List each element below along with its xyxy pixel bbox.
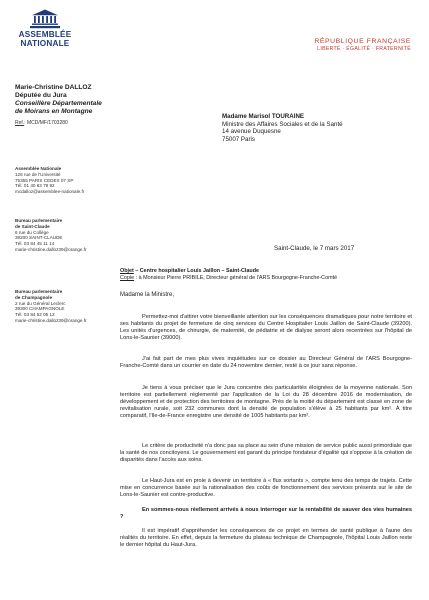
recipient-title: Ministre des Affaires Sociales et de la Santé: [222, 120, 343, 128]
sender-name: Marie-Christine DALLOZ: [15, 84, 92, 91]
body-paragraph: J'ai fait part de mes plus vives inquiétudes sur ce dossier au Directeur Général de l'ARS Bourgogne-Franche-Comté dans un courrier en date du 24 novembre dernier, resté à ce jour sans réponse.: [120, 356, 412, 370]
body-paragraph: Je tiens à vous préciser que le Jura concentre des particularités éloignées de la moyenne nationale. Son territoire est partiellement réglementé par l'application de la Loi du 28 décembre 2016 de modernisation, de développement et de protection des territoires de montagne. Près de la moitié du département est classé en zone de revitalisation rurale, soit 232 communes dont la densité de population s'élève à 25 habitants par km². À titre comparatif, l'Ile-de-France enregistre une densité de 1005 habitants par km².: [120, 385, 412, 420]
recipient-city: 75007 Paris: [222, 135, 256, 143]
assembly-address-line: 75355 PARIS CEDEX 07 SP: [15, 177, 74, 183]
copy-text: : à Monsieur Pierre PRIBILE, Directeur général de l'ARS Bourgogne-Franche-Comté: [134, 275, 338, 281]
sender-block: [15, 84, 102, 126]
office1-email: marie-christine.dalloz39@orange.fr: [15, 246, 87, 252]
salutation: Madame la Ministre,: [120, 292, 175, 298]
office2-title-place: de Champagnole: [15, 294, 53, 300]
office1-line: 6 rue du Collège: [15, 229, 49, 235]
assembly-address: [15, 166, 84, 195]
republic-motto-text: LIBERTÉ · ÉGALITÉ · FRATERNITÉ: [317, 46, 411, 52]
office1-title: Bureau parlementaire: [15, 218, 63, 223]
office-saint-claude: [15, 218, 87, 253]
sender-role-deputy: Députée du Jura: [15, 92, 67, 99]
reference: [15, 120, 102, 126]
office1-title-place: de Saint-Claude: [15, 223, 50, 229]
body-paragraph: Il est impératif d'appréhender les conséquences de ce projet en termes de santé publique à l'aune des réalités du territoire. En effet, depuis la fermeture du plateau technique de Champagnole, l'hôpital Louis Jaillon reste le dernier hôpital du Haut-Jura.: [120, 528, 412, 549]
assembly-email: mcdalloz@assemblee-nationale.fr: [15, 189, 85, 195]
office2-line: 2 rue du Général Leclerc: [15, 300, 66, 306]
body-paragraph: Permettez-moi d'attirer votre bienveillante attention sur les conséquences dramatiques pour notre territoire et ses habitants du projet de fermeture de cinq services du Centre Hospitalier Louis Jaillon de Saint-Claude (39200). Les unités d'urgences, de chirurgie, de maternité, de pédiatrie et de dialyse seront alors recentrées sur l'hôpital de Lons-le-Saunier (39000).: [120, 314, 412, 342]
body-paragraph: Le Haut-Jura est en proie à devenir un territoire à « flux sortants », compte tenu des temps de trajets. Cette mise en concurrence basée sur la rationalisation des coûts de fonctionnement des services présents sur le site de Lons-le-Saunier est contre-productive.: [120, 478, 412, 499]
assemblee-nationale-logo: [14, 8, 76, 48]
recipient-block: [222, 113, 343, 143]
logo-line2: NATIONALE: [20, 39, 70, 48]
assembly-phone: Tél. 01 40 63 79 92: [15, 183, 55, 189]
recipient-name: Madame Marisol TOURAINE: [222, 113, 305, 120]
recipient-street: 14 avenue Duquesne: [222, 128, 281, 136]
assembly-address-title: Assemblée Nationale: [15, 166, 62, 171]
copy-label: Copie: [120, 275, 135, 281]
reference-label: Ref.: [15, 120, 25, 126]
office1-line: 39200 SAINT-CLAUDE: [15, 235, 63, 241]
letter-date: Saint-Claude, le 7 mars 2017: [274, 245, 355, 252]
republic-motto: [314, 38, 411, 52]
logo-line1: ASSEMBLÉE: [18, 30, 72, 39]
subject-label: Objet: [120, 268, 134, 274]
subject-text: – Centre hospitalier Louis Jaillon – Saint-Claude: [133, 268, 259, 274]
sender-role-councillor: Conseillère Départementale: [15, 100, 102, 107]
office2-phone: Tél. 03 84 52 05 13: [15, 312, 55, 318]
body-paragraph-emphasis: En sommes-nous réellement arrivés à nous interroger sur la rentabilité de sauver des vies humaines ?: [120, 507, 412, 521]
office-champagnole: [15, 289, 87, 324]
subject-block: [120, 268, 337, 282]
body-paragraph: Le critère de productivité n'a donc pas sa place au sein d'une mission de service public aussi primordiale que la santé de nos concitoyens. Le gouvernement est garant du principe fondateur d'égalité qui s'oppose à la création de disparités dans l'accès aux soins.: [120, 443, 412, 464]
office2-title: Bureau parlementaire: [15, 289, 63, 294]
republic-title: RÉPUBLIQUE FRANÇAISE: [314, 38, 411, 45]
sender-role-canton: de Moirans en Montagne: [15, 108, 93, 115]
hemicycle-icon: [28, 8, 62, 30]
office2-email: marie-christine.dalloz39@orange.fr: [15, 317, 87, 323]
assembly-address-line: 126 rue de l'Université: [15, 171, 61, 177]
reference-value: : MCD/MF/1703280: [24, 120, 68, 126]
office1-phone: Tél. 03 84 45 11 14: [15, 241, 55, 247]
office2-line: 39300 CHAMPAGNOLE: [15, 306, 65, 312]
